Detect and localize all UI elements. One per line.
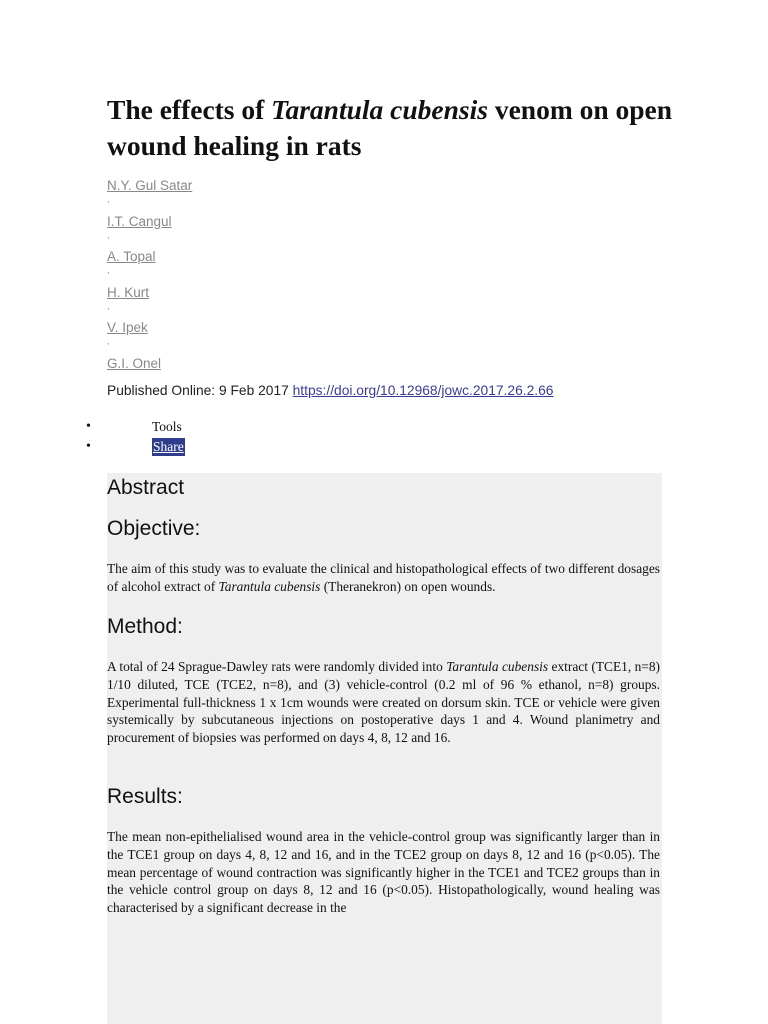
method-text: A total of 24 Sprague-Dawley rats were randomly divided into (107, 659, 447, 674)
share-menu-item[interactable] (0, 438, 300, 458)
author-entry (107, 249, 667, 285)
author-link[interactable]: H. Kurt (107, 284, 150, 300)
author-separator: , (107, 336, 110, 346)
article-tools-menu (0, 418, 300, 458)
author-separator: , (107, 194, 110, 204)
author-list (107, 178, 667, 391)
abstract-section (107, 473, 662, 1024)
author-separator: , (107, 300, 110, 311)
author-link[interactable]: I.T. Cangul (107, 213, 172, 229)
author-entry (107, 214, 667, 250)
title-species-name: Tarantula cubensis (271, 94, 488, 125)
objective-paragraph (107, 560, 660, 596)
bullet-icon: • (86, 439, 91, 454)
method-heading: Method: (107, 615, 183, 638)
tools-menu-item[interactable] (0, 418, 300, 438)
author-link[interactable]: G.I. Onel (107, 355, 162, 371)
title-text-end: venom on open wound healing in rats (107, 94, 673, 161)
author-entry (107, 320, 667, 356)
results-paragraph: The mean non-epithelialised wound area in the vehicle-control group was significantly larger than in the TCE1 group on days 4, 8, 12 and 16, and in the TCE2 group on days 8, 12 and 16 (p<0.05). The mean percentage of wound contraction was significantly higher in the TCE1 and TCE2 groups than in the vehicle control group on days 8, 12 and 16 (p<0.05). Histopathologically, wound healing was characterised by a significant decrease in the (107, 829, 660, 916)
objective-text-end: (Theranekron) on open wounds. (320, 578, 496, 594)
tools-label[interactable]: Tools (152, 419, 182, 434)
objective-text: The aim of this study was to evaluate the clinical and histopathological effects of two different dosages of alcohol extract of (107, 561, 660, 594)
method-text-end: extract (TCE1, n=8) 1/10 diluted, TCE (TCE2, n=8), and (3) vehicle-control (0.2 ml of 96 % ethanol, n=8) groups. Experimental full-thickness 1 x 1cm wounds were created on dorsum skin. TCE or vehicle were given systemically by subcutaneous injections on postoperative days 1 and 4. Wound planimetry and procurement of biopsies was performed on days 4, 8, 12 and 16. (107, 659, 660, 746)
abstract-heading: Abstract (107, 476, 185, 499)
method-species-name: Tarantula cubensis (446, 659, 549, 674)
method-paragraph (107, 658, 660, 747)
doi-link[interactable]: https://doi.org/10.12968/jowc.2017.26.2.66 (292, 383, 554, 398)
objective-heading: Objective: (107, 517, 201, 540)
author-entry (107, 178, 667, 214)
bullet-icon: • (86, 419, 91, 434)
publication-info (107, 382, 553, 400)
author-link[interactable]: V. Ipek (107, 320, 148, 335)
author-link[interactable]: A. Topal (107, 249, 156, 264)
results-heading: Results: (107, 785, 183, 808)
author-entry (107, 285, 667, 321)
author-separator: , (107, 229, 110, 240)
author-link[interactable]: N.Y. Gul Satar (107, 178, 193, 193)
article-title (107, 92, 687, 164)
author-separator: , (107, 265, 110, 275)
share-link[interactable]: Share (153, 439, 184, 454)
published-date: Published Online: 9 Feb 2017 (107, 383, 293, 398)
objective-species-name: Tarantula cubensis (218, 578, 321, 594)
title-text-start: The effects of (107, 94, 272, 125)
